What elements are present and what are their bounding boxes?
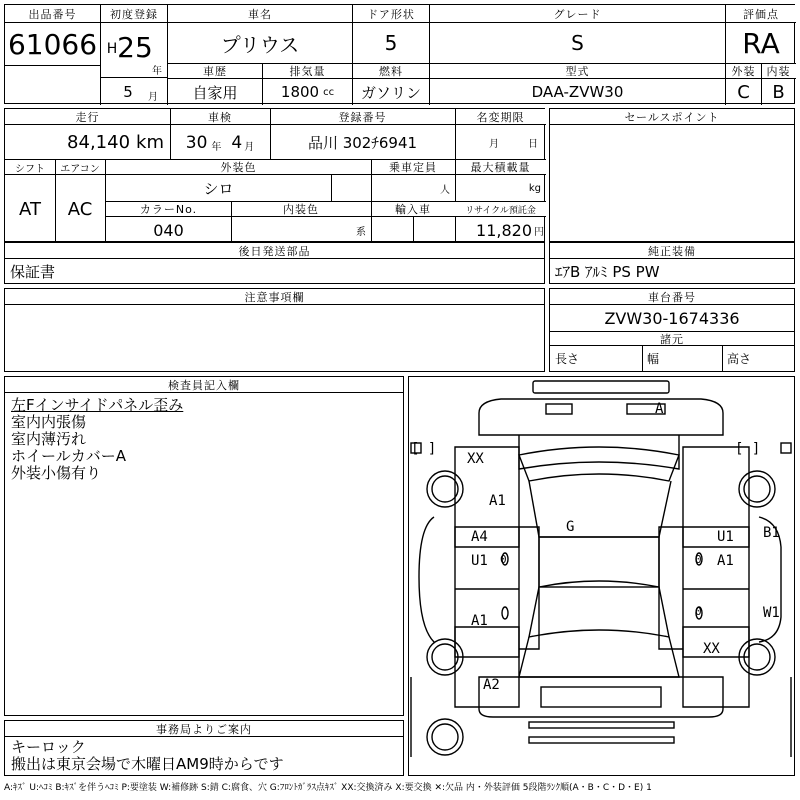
displacement-value: 1800: [280, 83, 320, 101]
sales-points-box: [549, 108, 795, 242]
reg-month: 5: [123, 83, 133, 101]
inspection-year-unit: 年: [211, 142, 222, 153]
equipment-label: 純正装備: [550, 243, 794, 259]
office-label: 事務局よりご案内: [5, 721, 403, 737]
inspector-note: ホイールカバーA: [11, 447, 126, 465]
grade: S: [571, 31, 584, 55]
car-name: プリウス: [220, 32, 300, 57]
car-name-label: 車名: [168, 5, 352, 23]
reg-year: 25: [117, 30, 153, 64]
damage-mark: XX: [467, 451, 484, 467]
recycle: [455, 217, 546, 243]
inspector-notes: [7, 397, 183, 482]
equipment-value: ｴｱB ｱﾙﾐ PS PW: [555, 262, 660, 281]
import-label: 輸入車: [371, 202, 455, 217]
fuel-label: 燃料: [353, 64, 429, 79]
damage-mark: A2: [483, 677, 500, 693]
capacity-unit: 人: [440, 184, 450, 196]
dims-width: 幅: [647, 352, 660, 366]
chassis-box: [549, 288, 795, 372]
transfer-label: 名変期限: [455, 109, 546, 125]
doors: 5: [384, 31, 398, 55]
inspector-note: 外装小傷有り: [11, 464, 102, 482]
dims-label: 諸元: [550, 332, 794, 346]
chassis-number: ZVW30-1674336: [604, 308, 740, 328]
header-block: [4, 4, 795, 104]
mileage-unit: km: [136, 132, 164, 153]
inspector-note: 左Fインサイドパネル歪み: [11, 396, 184, 414]
exterior-label: 外装: [726, 64, 761, 79]
door-label: ドア形状: [353, 5, 429, 23]
office-note: 搬出は東京会場で木曜日AM9時からです: [11, 755, 284, 773]
recycle-label: リサイクル預託金: [455, 202, 546, 217]
fuel: ガソリン: [360, 83, 421, 102]
exterior-color: シロ: [203, 179, 234, 198]
capacity-label: 乗車定員: [371, 160, 455, 175]
grade-label: グレード: [430, 5, 725, 23]
recycle-unit: 円: [534, 226, 544, 238]
load-unit: kg: [528, 182, 541, 194]
inspection-month-unit: 月: [244, 142, 255, 153]
zero-mark: 0: [695, 605, 702, 618]
mileage: [5, 126, 170, 159]
later-parts-label: 後日発送部品: [5, 243, 544, 259]
office-box: [4, 720, 404, 776]
inspector-label: 検査員記入欄: [5, 377, 403, 393]
damage-mark: U1: [471, 553, 488, 569]
damage-mark: A1: [717, 553, 734, 569]
damage-mark: G: [566, 519, 575, 535]
mileage-label: 走行: [5, 109, 170, 125]
damage-mark: U1: [717, 529, 734, 545]
history: 自家用: [192, 83, 238, 102]
color-label: 外装色: [106, 160, 371, 175]
first-reg-label: 初度登録: [101, 5, 167, 23]
inspection-label: 車検: [170, 109, 270, 125]
score: RA: [742, 26, 780, 60]
zero-mark: 0: [695, 553, 702, 566]
history-label: 車歴: [168, 64, 262, 79]
load-label: 最大積載量: [455, 160, 546, 175]
notes-box: [4, 288, 545, 372]
displacement: [263, 79, 352, 105]
lot-number: 61066: [7, 27, 98, 61]
ac: AC: [67, 198, 93, 220]
interior-label: 内装: [761, 64, 796, 79]
sales-points-label: セールスポイント: [550, 109, 794, 125]
damage-mark: XX: [703, 641, 720, 657]
reg-month-unit: 月: [148, 91, 158, 101]
car-outline: [409, 377, 794, 775]
dims-height: 高さ: [727, 352, 752, 366]
plate-label: 登録番号: [270, 109, 455, 125]
dims-length: 長さ: [555, 352, 580, 366]
inspection: [170, 126, 270, 159]
model-label: 型式: [430, 64, 725, 79]
damage-mark: W1: [763, 605, 780, 621]
plate-number: 品川 302ﾁ6941: [307, 134, 418, 152]
reg-year-unit: 年: [152, 65, 162, 75]
color-no: 040: [153, 220, 184, 240]
displacement-label: 排気量: [263, 64, 352, 79]
damage-mark: A: [655, 401, 664, 417]
score-label: 評価点: [726, 5, 796, 23]
interior-color-unit: 系: [356, 226, 366, 238]
interior-color-label: 内装色: [231, 202, 371, 217]
damage-mark: A4: [471, 529, 488, 545]
inspection-month: 4: [231, 132, 243, 153]
shift: AT: [19, 198, 41, 220]
later-parts-value: 保証書: [10, 262, 56, 281]
bracket-left-top: [ ]: [411, 441, 437, 457]
inspection-year: 30: [185, 132, 208, 153]
info-block: [4, 108, 545, 242]
office-note: キーロック: [11, 738, 86, 756]
exterior-score: C: [737, 81, 750, 103]
inspector-note: 室内内張傷: [11, 413, 87, 431]
shift-label: シフト: [5, 160, 55, 175]
later-parts-box: [4, 242, 545, 284]
office-notes: [7, 739, 284, 773]
lot-number-label: 出品番号: [5, 5, 100, 23]
interior-score: B: [772, 81, 785, 103]
transfer-month: 月: [489, 139, 499, 150]
recycle-value: 11,820: [476, 220, 532, 240]
car-diagram: [408, 376, 795, 776]
inspector-box: [4, 376, 404, 716]
notes-label: 注意事項欄: [5, 289, 544, 305]
mileage-value: 84,140: [67, 132, 131, 153]
ac-label: エアコン: [55, 160, 105, 175]
transfer-day: 日: [528, 139, 538, 150]
reg-era: H: [106, 41, 118, 57]
damage-mark: A1: [489, 493, 506, 509]
displacement-unit: cc: [323, 86, 335, 98]
model: DAA-ZVW30: [531, 83, 624, 101]
legend-footer: A:ｷｽﾞ U:ﾍｺﾐ B:ｷｽﾞを伴うﾍｺﾐ P:要塗装 W:補修跡 S:錆 C:腐食、穴 G:ﾌﾛﾝﾄｶﾞﾗｽ点ｷｽﾞ XX:交換済み X:要交換 ✕:欠品 内・外装評価 5段階ﾗﾝｸ順(A・B・C・D・E) 1: [4, 783, 652, 793]
damage-mark: A1: [471, 613, 488, 629]
color-no-label: カラーNo.: [106, 202, 231, 217]
bracket-right-top: [ ]: [735, 441, 761, 457]
inspector-note: 室内薄汚れ: [11, 430, 87, 448]
damage-mark: B1: [763, 525, 780, 541]
chassis-label: 車台番号: [550, 289, 794, 305]
zero-mark: 0: [500, 553, 507, 566]
equipment-box: [549, 242, 795, 284]
